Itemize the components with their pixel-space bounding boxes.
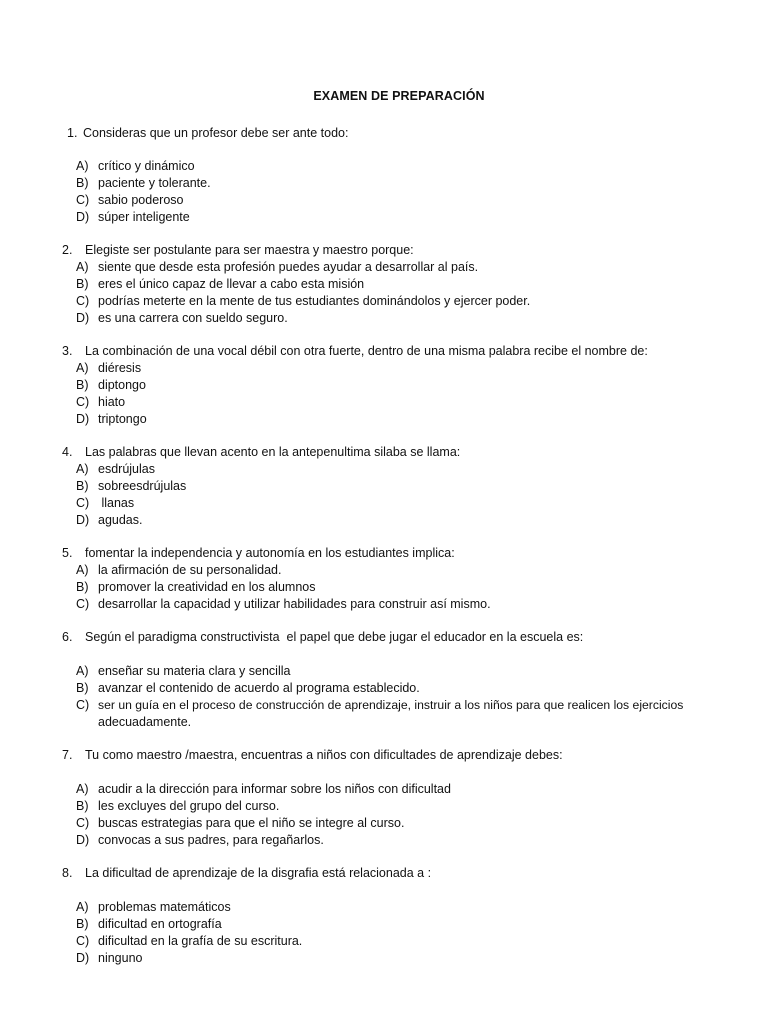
option-letter: D) (76, 210, 90, 224)
option-text: les excluyes del grupo del curso. (98, 799, 280, 813)
option-letter: D) (76, 951, 90, 965)
option-text: diptongo (98, 378, 146, 392)
option-text: convocas a sus padres, para regañarlos. (98, 833, 324, 847)
option-letter: C) (76, 496, 90, 510)
option-letter: D) (76, 412, 90, 426)
option-text: agudas. (98, 513, 143, 527)
question-text: La dificultad de aprendizaje de la disgrafia está relacionada a : (85, 866, 432, 880)
option-letter: C) (76, 934, 90, 948)
option-text: triptongo (98, 412, 147, 426)
option-letter: A) (76, 563, 89, 577)
question-text: Según el paradigma constructivista el papel que debe jugar el educador en la escuela es: (85, 630, 584, 644)
option-letter: D) (76, 833, 90, 847)
option-letter: A) (76, 361, 89, 375)
option-letter: B) (76, 799, 89, 813)
option-letter: C) (76, 294, 90, 308)
option-letter: C) (76, 597, 90, 611)
option-text: diéresis (98, 361, 142, 375)
option-letter: A) (76, 260, 89, 274)
page-title: EXAMEN DE PREPARACIÓN (313, 89, 485, 103)
option-text: la afirmación de su personalidad. (98, 563, 282, 577)
option-text-continued: adecuadamente. (98, 715, 192, 729)
question-text: Consideras que un profesor debe ser ante todo: (83, 126, 349, 140)
question-number: 5. (62, 546, 73, 560)
option-text: esdrújulas (98, 462, 155, 476)
option-letter: C) (76, 395, 90, 409)
option-letter: A) (76, 900, 89, 914)
question-number: 1. (67, 126, 78, 140)
option-text: promover la creatividad en los alumnos (98, 580, 316, 594)
option-letter: D) (76, 311, 90, 325)
question-text: Las palabras que llevan acento en la antepenultima silaba se llama: (85, 445, 461, 459)
question-number: 6. (62, 630, 73, 644)
option-letter: A) (76, 782, 89, 796)
option-text: podrías meterte en la mente de tus estudiantes dominándolos y ejercer poder. (98, 294, 531, 308)
option-text: enseñar su materia clara y sencilla (98, 664, 291, 678)
question-number: 2. (62, 243, 73, 257)
option-letter: C) (76, 816, 90, 830)
option-text: súper inteligente (98, 210, 190, 224)
option-letter: A) (76, 159, 89, 173)
question-text: Elegiste ser postulante para ser maestra y maestro porque: (85, 243, 414, 257)
option-text: llanas (98, 496, 135, 510)
option-letter: C) (76, 193, 90, 207)
option-text: paciente y tolerante. (98, 176, 211, 190)
option-text: buscas estrategias para que el niño se integre al curso. (98, 816, 405, 830)
option-text: avanzar el contenido de acuerdo al programa establecido. (98, 681, 420, 695)
option-text: es una carrera con sueldo seguro. (98, 311, 288, 325)
option-text: desarrollar la capacidad y utilizar habilidades para construir así mismo. (98, 597, 491, 611)
option-text: ser un guía en el proceso de construcción de aprendizaje, instruir a los niños para que realicen los ejercicios (98, 698, 684, 712)
option-letter: B) (76, 681, 89, 695)
option-text: sobreesdrújulas (98, 479, 187, 493)
option-letter: B) (76, 176, 89, 190)
option-letter: B) (76, 277, 89, 291)
option-letter: B) (76, 580, 89, 594)
question-number: 3. (62, 344, 73, 358)
question-number: 7. (62, 748, 73, 762)
option-text: dificultad en ortografía (98, 917, 222, 931)
option-letter: C) (76, 698, 90, 712)
question-number: 4. (62, 445, 73, 459)
option-letter: D) (76, 513, 90, 527)
option-letter: A) (76, 664, 89, 678)
option-letter: B) (76, 378, 89, 392)
option-text: eres el único capaz de llevar a cabo esta misión (98, 277, 365, 291)
question-text: La combinación de una vocal débil con otra fuerte, dentro de una misma palabra recibe el nombre de: (85, 344, 648, 358)
option-letter: B) (76, 917, 89, 931)
question-text: Tu como maestro /maestra, encuentras a niños con dificultades de aprendizaje debes: (85, 748, 563, 762)
question-number: 8. (62, 866, 73, 880)
option-text: crítico y dinámico (98, 159, 195, 173)
option-letter: B) (76, 479, 89, 493)
question-text: fomentar la independencia y autonomía en los estudiantes implica: (85, 546, 455, 560)
option-text: ninguno (98, 951, 143, 965)
option-text: hiato (98, 395, 126, 409)
option-text: sabio poderoso (98, 193, 184, 207)
option-letter: A) (76, 462, 89, 476)
option-text: siente que desde esta profesión puedes ayudar a desarrollar al país. (98, 260, 479, 274)
option-text: dificultad en la grafía de su escritura. (98, 934, 303, 948)
option-text: problemas matemáticos (98, 900, 231, 914)
option-text: acudir a la dirección para informar sobre los niños con dificultad (98, 782, 451, 796)
